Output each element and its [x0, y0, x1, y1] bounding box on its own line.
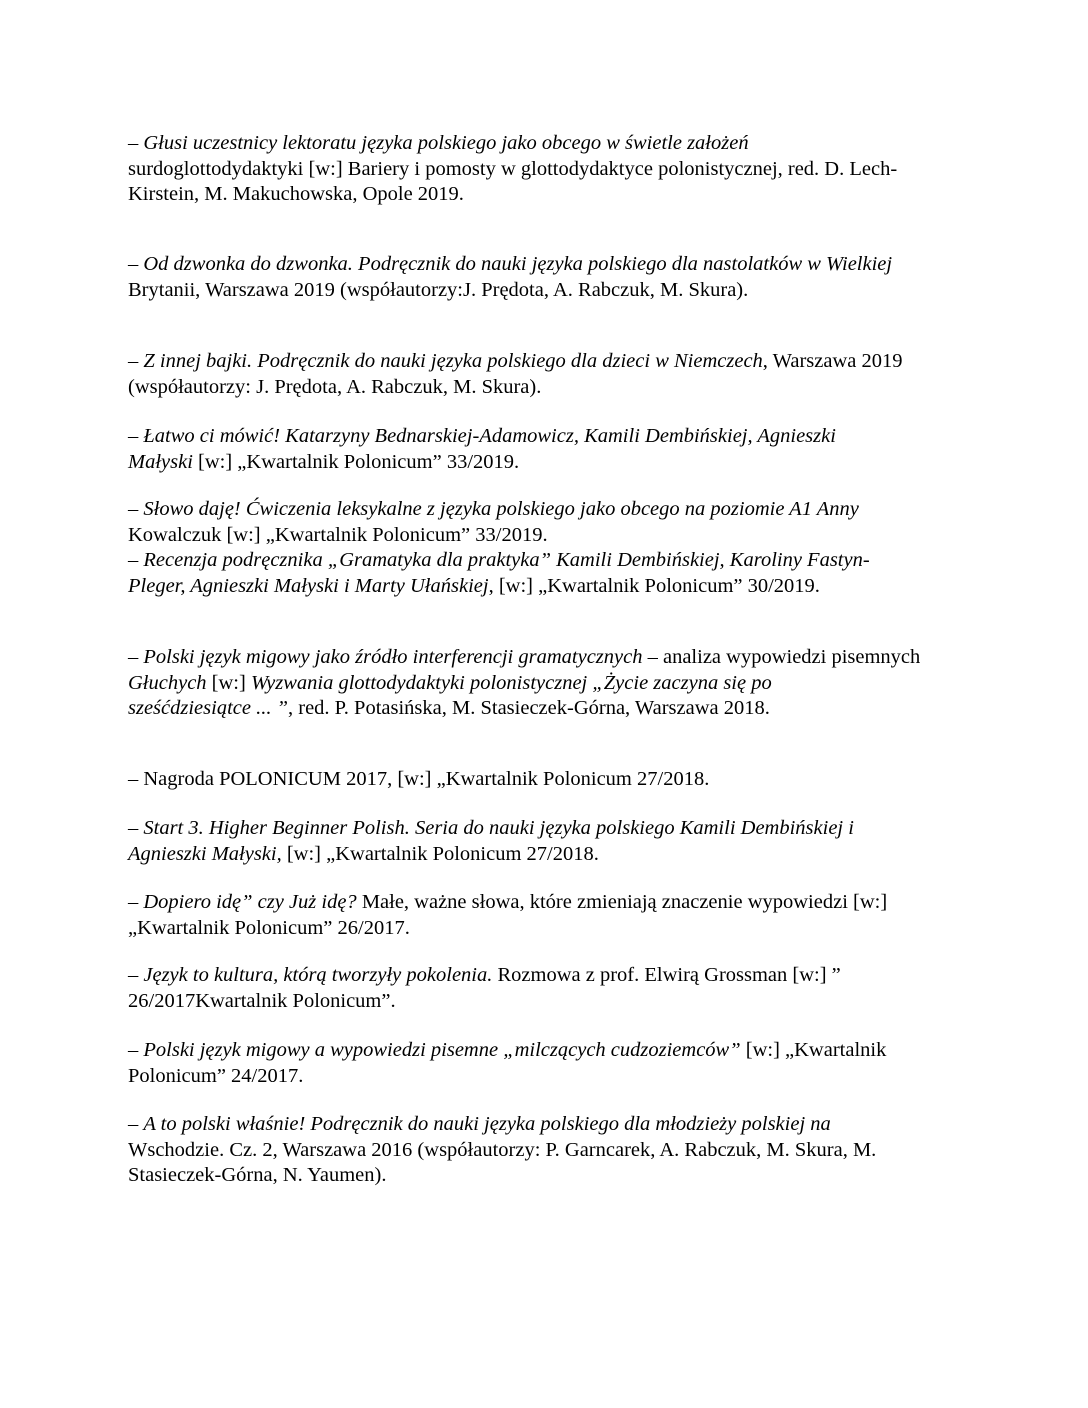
bibliography-entry	[128, 645, 963, 722]
entry-text: [w:] „Kwartalnik Polonicum” 24/2017.	[128, 1039, 887, 1087]
entry-text: surdoglottodydaktyki [w:] Bariery i pomosty w glottodydaktyce polonistycznej, red. D. Lech- Kirstein, M. Makuchowska, Opole 2019.	[128, 157, 898, 205]
entry-text: – Nagroda POLONICUM 2017, [w:] „Kwartalnik Polonicum 27/2018.	[128, 768, 710, 790]
entry-text: [w:] „Kwartalnik Polonicum 27/2018.	[281, 842, 599, 865]
entry-title: Głuchych	[128, 671, 207, 694]
bibliography-entry	[128, 424, 963, 475]
entry-text: , [w:] „Kwartalnik Polonicum” 30/2019.	[488, 574, 820, 597]
entry-title: Wyzwania glottodydaktyki polonistycznej „Życie zaczyna się po sześćdziesiątce ... ”	[128, 671, 772, 719]
entry-text: –	[128, 817, 144, 839]
entry-title: Słowo daję! Ćwiczenia leksykalne z języka polskiego jako obcego na poziomie A1 Anny	[143, 498, 859, 520]
bibliography-entry	[128, 252, 963, 303]
bibliography-entry	[128, 349, 963, 400]
entry-text: –	[128, 350, 144, 372]
entry-text: –	[128, 498, 144, 520]
entry-text: –	[128, 132, 144, 154]
entry-text: Wschodzie. Cz. 2, Warszawa 2016 (współautorzy: P. Garncarek, A. Rabczuk, M. Skura, M. Stasieczek-Górna, N. Yaumen).	[128, 1138, 877, 1186]
entry-text: , red. P. Potasińska, M. Stasieczek-Górna, Warszawa 2018.	[288, 697, 770, 719]
entry-text: –	[128, 425, 144, 447]
bibliography-entry	[128, 497, 963, 599]
entry-title: Recenzja podręcznika „Gramatyka dla praktyka” Kamili Dembińskiej, Karoliny Fastyn- Pleger, Agnieszki Małyski i Marty Ułańskiej	[128, 549, 870, 597]
entry-text: [w:]	[206, 671, 251, 694]
entry-text: –	[128, 253, 144, 275]
entry-title: Język to kultura, którą tworzyły pokolenia.	[143, 964, 493, 986]
entry-title: Od dzwonka do dzwonka. Podręcznik do nauki języka polskiego dla nastolatków w Wielkiej	[143, 253, 893, 275]
entry-text: –	[128, 646, 144, 668]
entry-text: – analiza wypowiedzi pisemnych	[647, 646, 921, 668]
entry-text: Kowalczuk [w:] „Kwartalnik Polonicum” 33/2019. –	[128, 523, 548, 571]
bibliography-entry	[128, 131, 963, 208]
entry-text: Małe, ważne słowa, które zmieniają znaczenie wypowiedzi [w:] „Kwartalnik Polonicum” 26/2017.	[128, 891, 888, 939]
entry-text: –	[128, 891, 144, 913]
entry-title: Dopiero idę” czy Już idę?	[143, 891, 357, 913]
entry-title: Głusi uczestnicy lektoratu języka polskiego jako obcego w świetle założeń	[143, 132, 749, 154]
entry-title: Polski język migowy jako źródło interferencji gramatycznych	[143, 646, 643, 668]
entry-text: , Warszawa 2019 (współautorzy: J. Prędota, A. Rabczuk, M. Skura).	[128, 350, 903, 398]
bibliography-entry	[128, 1112, 963, 1189]
entry-title: Polski język migowy a wypowiedzi pisemne „milczących cudzoziemców”	[143, 1039, 741, 1061]
bibliography-entry	[128, 1038, 963, 1089]
entry-text: –	[128, 1039, 144, 1061]
entry-text: Rozmowa z prof. Elwirą Grossman [w:] ” 26/2017Kwartalnik Polonicum”.	[128, 964, 841, 1012]
bibliography-entry	[128, 963, 963, 1014]
entry-title: Start 3. Higher Beginner Polish. Seria do nauki języka polskiego Kamili Dembińskiej i Agnieszki Małyski,	[128, 817, 854, 865]
bibliography-entry	[128, 816, 963, 867]
bibliography-entry	[128, 890, 963, 941]
entry-text: [w:] „Kwartalnik Polonicum” 33/2019.	[192, 450, 520, 473]
entry-text: –	[128, 1113, 144, 1135]
entry-text: Brytanii, Warszawa 2019 (współautorzy:J. Prędota, A. Rabczuk, M. Skura).	[128, 278, 749, 301]
entry-text: –	[128, 964, 144, 986]
entry-title: A to polski właśnie! Podręcznik do nauki języka polskiego dla młodzieży polskiej na	[143, 1113, 831, 1135]
entry-title: Łatwo ci mówić! Katarzyny Bednarskiej-Adamowicz, Kamili Dembińskiej, Agnieszki Małyski	[128, 425, 836, 473]
bibliography-entry	[128, 767, 963, 793]
entry-title: Z innej bajki. Podręcznik do nauki języka polskiego dla dzieci w Niemczech	[143, 350, 763, 372]
